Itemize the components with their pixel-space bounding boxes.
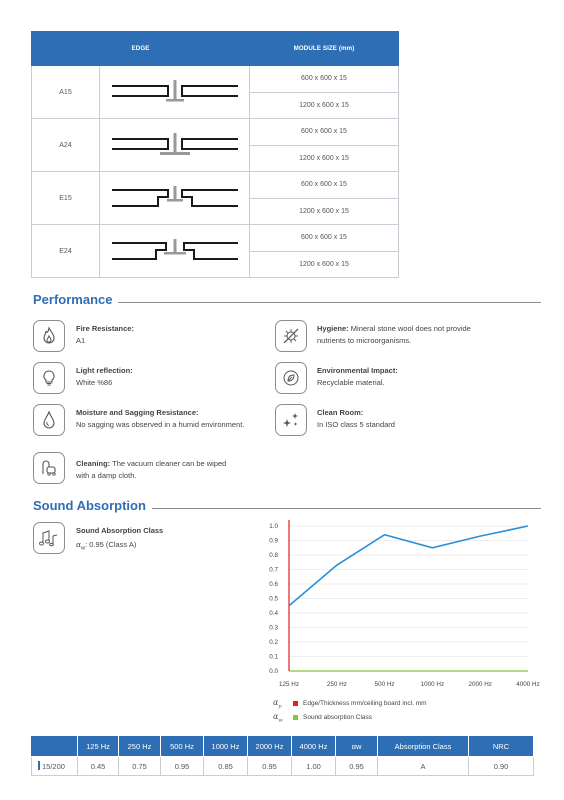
perf-value: No sagging was observed in a humid environment. (76, 419, 245, 429)
chart-x-tick-label: 125 Hz (279, 681, 299, 688)
perf-label: Environmental Impact: (317, 366, 398, 375)
legend-symbol: $\alpha_p$ (273, 698, 282, 710)
perf-item-fire (33, 320, 243, 352)
edge-profile-a24 (100, 119, 250, 172)
table-cell: 0.75 (119, 757, 161, 776)
module-size: 600 x 600 x 15 (250, 172, 399, 199)
perf-item-environmental (275, 362, 505, 394)
module-size: 1200 x 600 x 15 (250, 145, 399, 172)
legend-swatch-red (293, 701, 298, 706)
table-cell: 0.90 (469, 757, 534, 776)
edge-profile-e15 (100, 172, 250, 225)
perf-value: A1 (76, 335, 86, 345)
table-cell: 15/200 (32, 757, 78, 776)
chart-y-tick-label: 0.1 (269, 653, 278, 661)
absorption-table (31, 735, 534, 776)
chart-series-line (289, 526, 528, 606)
table-cell: 0.95 (336, 757, 378, 776)
chart-y-tick-label: 0.6 (269, 581, 278, 588)
table-cell: 0.45 (78, 757, 119, 776)
chart-y-tick-label: 0.8 (269, 552, 278, 559)
chart-x-tick-label: 2000 Hz (468, 681, 492, 688)
chart-y-tick-label: 0.7 (269, 566, 278, 574)
legend-swatch-green (293, 715, 298, 720)
sound-class-label: Sound Absorption Class (76, 526, 164, 535)
module-size: 1200 x 600 x 15 (250, 198, 399, 225)
edge-name: A24 (32, 119, 100, 172)
chart-x-tick-label: 500 Hz (374, 681, 395, 688)
alpha-symbol: α (76, 539, 82, 549)
edge-profile-e24 (100, 225, 250, 278)
perf-item-hygiene (275, 320, 505, 352)
perf-value: Mineral stone wool does not provide nutrients to microorganisms. (317, 324, 471, 345)
chart-y-tick-label: 0.5 (269, 595, 278, 603)
table-cell: 0.85 (204, 757, 248, 776)
music-notes-icon (33, 522, 65, 554)
chart-y-ticks (269, 523, 278, 675)
vacuum-cleaner-icon (33, 452, 65, 484)
table-row (32, 119, 399, 146)
table-header: 4000 Hz (292, 736, 336, 757)
table-header: 1000 Hz (204, 736, 248, 757)
perf-item-moisture (33, 404, 258, 436)
section-divider (118, 302, 541, 303)
legend-item (273, 698, 427, 710)
perf-item-light (33, 362, 243, 394)
chart-y-tick-label: 0.0 (269, 668, 278, 675)
module-size: 600 x 600 x 15 (250, 225, 399, 252)
table-cell: 1.00 (292, 757, 336, 776)
table-cell: 0.95 (248, 757, 292, 776)
edge-name: E24 (32, 225, 100, 278)
table-cell: 0.95 (161, 757, 204, 776)
section-divider (152, 508, 541, 509)
perf-value: Recyclable material. (317, 377, 385, 387)
perf-item-clean-room (275, 404, 505, 436)
chart-y-tick-label: 0.3 (269, 624, 278, 632)
chart-x-tick-label: 4000 Hz (516, 681, 540, 688)
perf-label: Hygiene: (317, 324, 349, 333)
chart-y-tick-label: 0.9 (269, 537, 278, 545)
table-header: 250 Hz (119, 736, 161, 757)
module-size-header: MODULE SIZE (mm) (250, 32, 399, 66)
sound-heading (33, 498, 541, 513)
edge-table (31, 31, 399, 278)
table-header: 500 Hz (161, 736, 204, 757)
light-bulb-icon (33, 362, 65, 394)
edge-name: A15 (32, 66, 100, 119)
sound-class-value (76, 539, 163, 555)
module-size: 600 x 600 x 15 (250, 66, 399, 93)
table-row (32, 225, 399, 252)
sound-class-item (33, 522, 163, 555)
flame-icon (33, 320, 65, 352)
no-bacteria-icon (275, 320, 307, 352)
perf-value: The vacuum cleaner can be wiped with a damp cloth. (76, 459, 227, 480)
edge-profile-a15 (100, 66, 250, 119)
perf-item-cleaning (33, 452, 258, 484)
edge-name: E15 (32, 172, 100, 225)
perf-label: Fire Resistance: (76, 324, 134, 333)
chart-grid (289, 526, 528, 671)
module-size: 1200 x 600 x 15 (250, 251, 399, 278)
chart-x-tick-label: 1000 Hz (420, 681, 445, 688)
perf-label: Light reflection: (76, 366, 133, 375)
chart-y-tick-label: 0.4 (269, 610, 278, 617)
performance-heading (33, 292, 541, 307)
water-drop-icon (33, 404, 65, 436)
module-size: 1200 x 600 x 15 (250, 92, 399, 119)
legend-symbol: $\alpha_w$ (273, 712, 283, 724)
table-header: 125 Hz (78, 736, 119, 757)
chart-y-tick-label: 1.0 (269, 523, 278, 530)
table-header-blank (32, 736, 78, 757)
table-cell: A (378, 757, 469, 776)
chart-x-ticks (279, 681, 540, 688)
leaf-recycle-icon (275, 362, 307, 394)
sparkle-icon (275, 404, 307, 436)
legend-text: Edge/Thickness mm/ceiling board incl. mm (303, 700, 427, 708)
sound-class-text: : 0.95 (Class A) (85, 539, 137, 549)
table-header: Absorption Class (378, 736, 469, 757)
chart-x-tick-label: 250 Hz (326, 681, 347, 688)
module-size: 600 x 600 x 15 (250, 119, 399, 146)
table-header: 2000 Hz (248, 736, 292, 757)
legend-item (273, 712, 372, 724)
perf-value: White %86 (76, 377, 113, 387)
edge-header: EDGE (32, 32, 250, 66)
perf-label: Clean Room: (317, 408, 364, 417)
perf-label: Cleaning: (76, 459, 111, 468)
legend-text: Sound absorption Class (303, 714, 373, 722)
table-header-alpha: αw (336, 736, 378, 757)
perf-value: In ISO class 5 standard (317, 419, 395, 429)
table-header: NRC (469, 736, 534, 757)
sound-absorption-chart (260, 515, 550, 695)
table-row (32, 66, 399, 93)
chart-y-tick-label: 0.2 (269, 639, 278, 646)
section-title: Sound Absorption (33, 498, 146, 513)
perf-label: Moisture and Sagging Resistance: (76, 408, 199, 417)
section-title: Performance (33, 292, 113, 307)
table-row (32, 172, 399, 199)
alpha-subscript: w (81, 545, 86, 551)
table-row (32, 757, 534, 776)
